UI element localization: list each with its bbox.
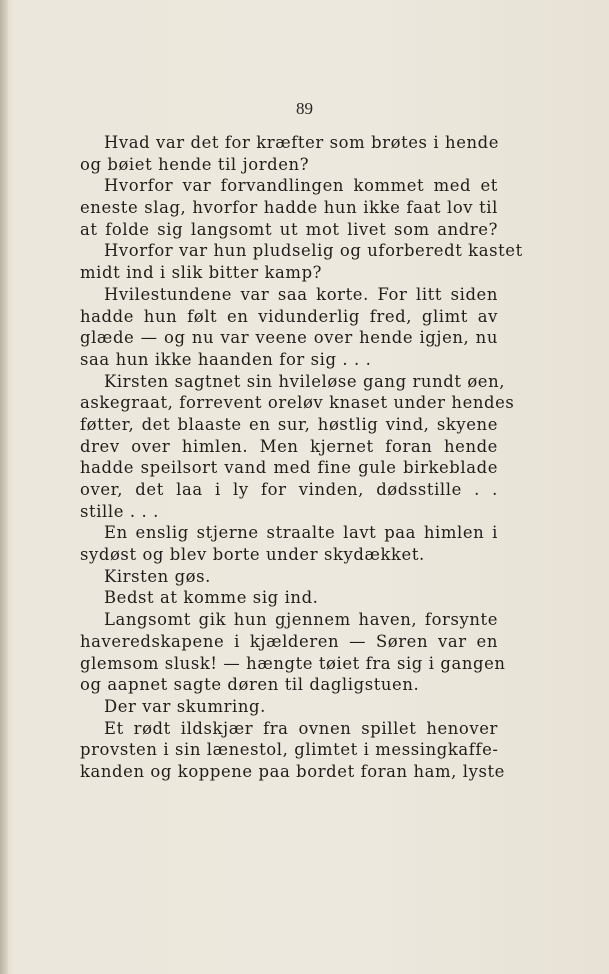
text-line: glæde — og nu var veene over hende igjen, nu — [80, 328, 498, 348]
text-line: Kirsten sagtnet sin hvileløse gang rundt øen, — [104, 371, 506, 391]
text-line: provsten i sin lænestol, glimtet i messingkaffe- — [80, 740, 499, 760]
text-line: haveredskapene i kjælderen — Søren var en — [80, 631, 498, 651]
text-line: kanden og koppene paa bordet foran ham, lyste — [80, 761, 505, 781]
text-line: Hvilestundene var saa korte. For litt siden — [104, 284, 498, 304]
text-line: stille . . . — [80, 501, 159, 521]
text-line: Kirsten gøs. — [104, 566, 211, 586]
text-line: og bøiet hende til jorden? — [80, 154, 310, 174]
text-line: Hvorfor var forvandlingen kommet med et — [104, 176, 498, 196]
text-line: drev over himlen. Men kjernet foran hende — [80, 436, 498, 456]
body-text — [80, 132, 523, 783]
text-line: hadde hun følt en vidunderlig fred, glimt av — [80, 306, 498, 326]
text-line: Langsomt gik hun gjennem haven, forsynte — [104, 610, 498, 630]
text-line: hadde speilsort vand med fine gule birkeblade — [80, 458, 498, 478]
text-line: En enslig stjerne straalte lavt paa himlen i — [104, 523, 498, 543]
text-line: Bedst at komme sig ind. — [104, 588, 319, 608]
text-line: sydøst og blev borte under skydækket. — [80, 545, 425, 565]
page-number: 89 — [296, 99, 313, 118]
text-line: og aapnet sagte døren til dagligstuen. — [80, 675, 420, 695]
text-line: over, det laa i ly for vinden, dødsstille . . — [80, 480, 498, 499]
text-line: at folde sig langsomt ut mot livet som andre? — [80, 219, 498, 239]
text-line: saa hun ikke haanden for sig . . . — [80, 349, 372, 369]
text-line: Hvorfor var hun pludselig og uforberedt kastet — [104, 241, 523, 261]
text-line: Et rødt ildskjær fra ovnen spillet henover — [104, 718, 498, 738]
text-line: føtter, det blaaste en sur, høstlig vind, skyene — [80, 414, 498, 434]
text-line: Der var skumring. — [104, 696, 266, 716]
text-line: glemsom slusk! — hængte tøiet fra sig i gangen — [80, 653, 506, 673]
text-line: midt ind i slik bitter kamp? — [80, 263, 323, 283]
text-line: eneste slag, hvorfor hadde hun ikke faat lov til — [80, 198, 498, 218]
text-line: askegraat, forrevent oreløv knaset under hendes — [80, 393, 515, 413]
text-line: Hvad var det for kræfter som brøtes i hende — [104, 133, 500, 152]
